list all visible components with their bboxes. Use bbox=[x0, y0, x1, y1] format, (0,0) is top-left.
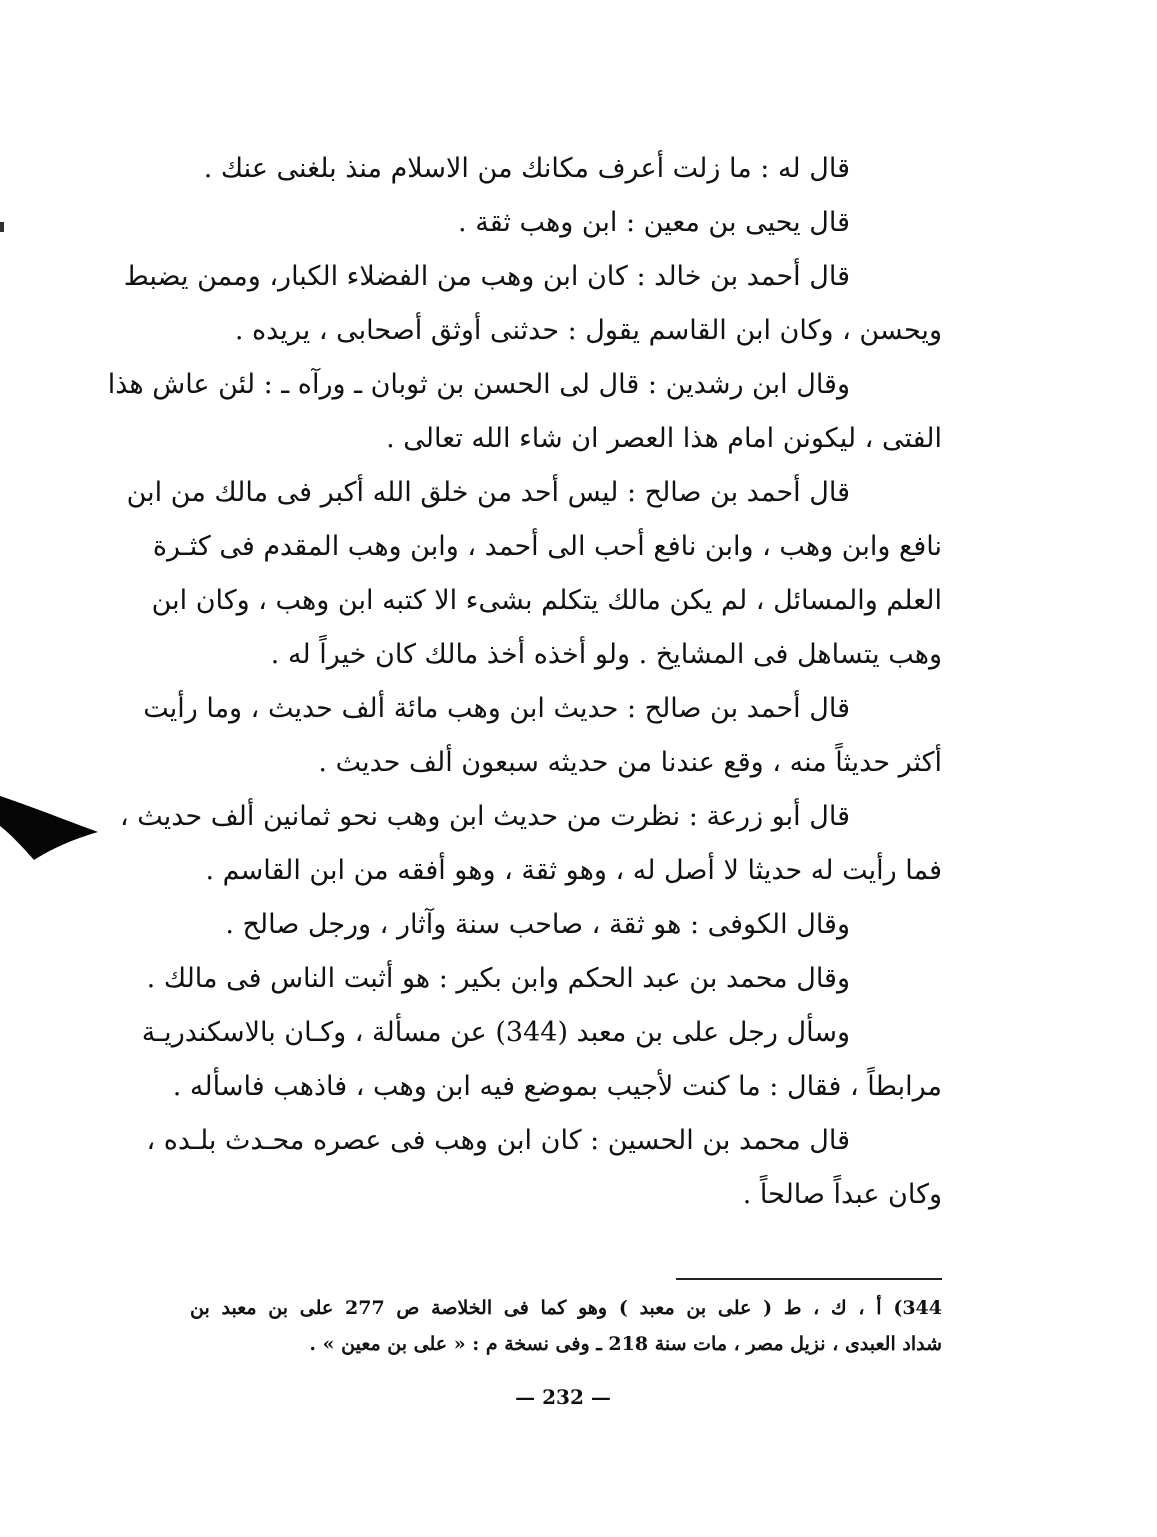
footnotes bbox=[190, 1290, 942, 1362]
footnote-line: شداد العبدى ، نزيل مصر ، مات سنة 218 ـ وفى نسخة م : « على بن معين » . bbox=[309, 1333, 942, 1355]
text-line: قال له : ما زلت أعرف مكانك من الاسلام منذ بلغنى عنك . bbox=[203, 153, 850, 184]
text-line: قال محمد بن الحسين : كان ابن وهب فى عصره محـدث بلـده ، bbox=[146, 1125, 850, 1156]
text-line: مرابطاً ، فقال : ما كنت لأجيب بموضع فيه ابن وهب ، فاذهب فاسأله . bbox=[172, 1071, 942, 1102]
text-line: وكان عبداً صالحاً . bbox=[742, 1179, 942, 1210]
text-line: وقال محمد بن عبد الحكم وابن بكير : هو أثبت الناس فى مالك . bbox=[146, 963, 850, 994]
text-line: أكثر حديثاً منه ، وقع عندنا من حديثه سبعون ألف حديث . bbox=[318, 747, 942, 778]
text-line: وقال الكوفى : هو ثقة ، صاحب سنة وآثار ، ورجل صالح . bbox=[225, 909, 850, 940]
text-line: قال أحمد بن صالح : ليس أحد من خلق الله أكبر فى مالك من ابن bbox=[126, 477, 850, 508]
main-text bbox=[107, 142, 942, 1222]
footnote-separator bbox=[676, 1278, 942, 1280]
text-line: وقال ابن رشدين : قال لى الحسن بن ثوبان ـ ورآه ـ : لئن عاش هذا bbox=[107, 369, 850, 400]
text-line: فما رأيت له حديثا لا أصل له ، وهو ثقة ، وهو أفقه من ابن القاسم . bbox=[205, 855, 942, 886]
footnote-line: 344) أ ، ك ، ط ( على بن معبد ) وهو كما فى الخلاصة ص 277 على بن معبد بن bbox=[190, 1297, 942, 1319]
text-line: قال أحمد بن خالد : كان ابن وهب من الفضلاء الكبار، وممن يضبط bbox=[123, 261, 850, 292]
text-line: وهب يتساهل فى المشايخ . ولو أخذه أخذ مالك كان خيراً له . bbox=[270, 639, 942, 670]
text-line: قال أبو زرعة : نظرت من حديث ابن وهب نحو ثمانين ألف حديث ، bbox=[119, 801, 850, 832]
text-line: العلم والمسائل ، لم يكن مالك يتكلم بشىء الا كتبه ابن وهب ، وكان ابن bbox=[151, 585, 942, 616]
scan-artifact-dot bbox=[0, 222, 4, 232]
text-line: ويحسن ، وكان ابن القاسم يقول : حدثنى أوثق أصحابى ، يريده . bbox=[234, 315, 942, 346]
text-line: قال أحمد بن صالح : حديث ابن وهب مائة ألف حديث ، وما رأيت bbox=[143, 693, 850, 724]
text-line: الفتى ، ليكونن امام هذا العصر ان شاء الله تعالى . bbox=[386, 423, 942, 454]
text-line: قال يحيى بن معين : ابن وهب ثقة . bbox=[458, 207, 850, 238]
text-line: وسأل رجل على بن معبد (344) عن مسألة ، وكـان بالاسكندريـة bbox=[141, 1017, 850, 1048]
page-number: — 232 — bbox=[515, 1385, 611, 1409]
text-line: نافع وابن وهب ، وابن نافع أحب الى أحمد ، وابن وهب المقدم فى كثـرة bbox=[152, 531, 942, 562]
scan-artifact-shadow bbox=[0, 792, 100, 862]
